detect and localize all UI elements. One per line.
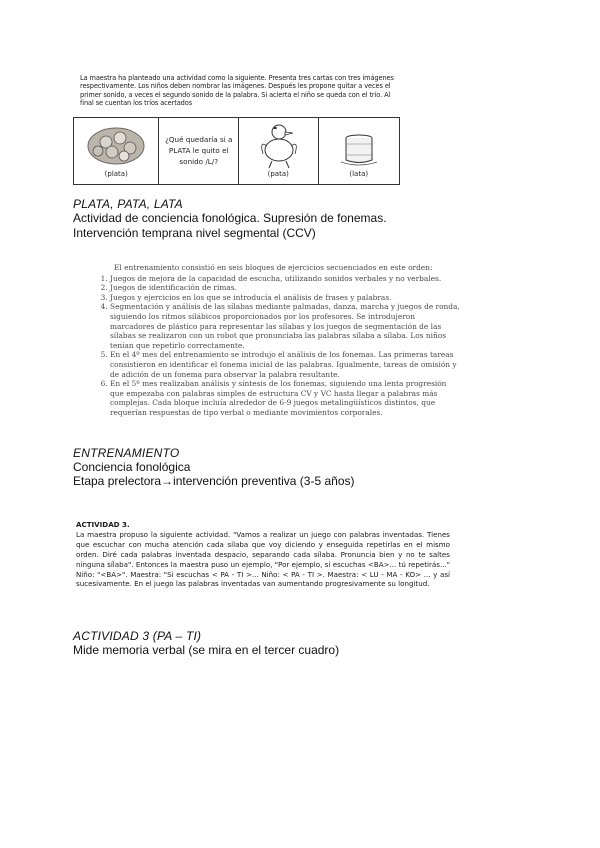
section-title-entrenamiento: ENTRENAMIENTO: [73, 446, 180, 460]
section3-line1: Mide memoria verbal (se mira en el tercer cuadro): [73, 643, 340, 657]
question-cell: [159, 118, 239, 184]
section1-line2: Intervención temprana nivel segmental (CCV): [73, 226, 316, 240]
section2-line2: Etapa prelectora→intervención preventiva (3-5 años): [73, 474, 355, 488]
card-plata: [74, 118, 159, 184]
list-item: 4. Segmentación y análisis de las sílabas mediante palmadas, danza, marcha y juegos de ronda, siguiendo los ritmos silábicos proporcionados por los profesores. Se introdujeron marcadores de plástico para representar las sílabas y los juegos de segmentación de las sílabas se realizaron con un robot que pronunciaba las palabras sílaba a sílaba. Los niños tenían que repetirlo correctamente.: [110, 302, 460, 350]
picture-cards-table: [73, 117, 400, 185]
scanned-activity-description: [80, 74, 400, 108]
activity-3-heading: ACTIVIDAD 3.: [76, 520, 130, 529]
scanned-training-list: [92, 263, 460, 418]
section-title-actividad-3: ACTIVIDAD 3 (PA – TI): [73, 629, 202, 643]
activity-3-text: La maestra propuso la siguiente actividad. "Vamos a realizar un juego con palabras inventadas. Tienes que escuchar con mucha atención cada sílaba que voy diciendo y enseguida repetirlas en el mismo orden. Diré cada palabras inventada despacio, separando cada sílaba. Pronuncia bien y no te saltes ninguna sílaba". Entonces la maestra puso un ejemplo, "Por ejemplo, si escuchas <BA>... tú repetirás..." Niño: "<BA>". Maestra: "Si escuchas < PA - TI >... Niño: < PA - TI >. Maestra: < LU - MA - KO> ... y así sucesivamente. En el juego las palabras inventadas van aumentando progresivamente su longitud.: [76, 529, 450, 589]
card-caption: (plata): [104, 170, 128, 178]
section1-line1: Actividad de conciencia fonológica. Supresión de fonemas.: [73, 211, 387, 225]
duck-icon: [239, 120, 319, 172]
can-icon: [319, 124, 400, 174]
list-item: 6. En el 5º mes realizaban análisis y síntesis de los fonemas, siguiendo una lenta progresión que empezaba con palabras simples de estructura CV y VC hasta llegar a palabras más complejas. Cada bloque incluía alrededor de 6-9 juegos metalingüísticos distintos, que requerían respuestas de tipo verbal o mediante movimientos corporales.: [110, 379, 460, 417]
training-blocks-list: [92, 274, 460, 418]
silver-coins-icon: [74, 122, 160, 172]
card-caption: (lata): [349, 170, 369, 178]
card-lata: [319, 118, 400, 184]
training-intro: El entrenamiento consistió en seis bloques de ejercicios secuenciados en este orden:: [114, 263, 433, 272]
activity-description-text: La maestra ha planteado una actividad como la siguiente. Presenta tres cartas con tres imágenes respectivamente. Los niños deben nombrar las imágenes. Después les propone quitar a veces el primer sonido, a veces el segundo sonido de la palabra. Si acierta el niño se queda con el trío. Al final se cuentan los tríos acertados: [80, 74, 394, 108]
card-pata: [239, 118, 319, 184]
list-item: 1. Juegos de mejora de la capacidad de escucha, utilizando sonidos verbales y no verbales.: [110, 274, 460, 284]
question-text: ¿Qué quedaría si a PLATA le quito el sonido /L/?: [165, 135, 233, 166]
list-item: 5. En el 4º mes del entrenamiento se introdujo el análisis de los fonemas. Las primeras tareas consistieron en identificar el fonema inicial de las palabras. Igualmente, tareas de omisión y de adición de un fonema para observar la palabra resultante.: [110, 350, 460, 379]
list-item: 2. Juegos de identificación de rimas.: [110, 283, 460, 293]
list-item: 3. Juegos y ejercicios en los que se introducía el análisis de frases y palabras.: [110, 293, 460, 303]
scanned-activity-3: [76, 520, 450, 589]
section-title-plata: PLATA, PATA, LATA: [73, 197, 183, 211]
section2-line1: Conciencia fonológica: [73, 460, 191, 474]
card-caption: (pata): [267, 170, 289, 178]
